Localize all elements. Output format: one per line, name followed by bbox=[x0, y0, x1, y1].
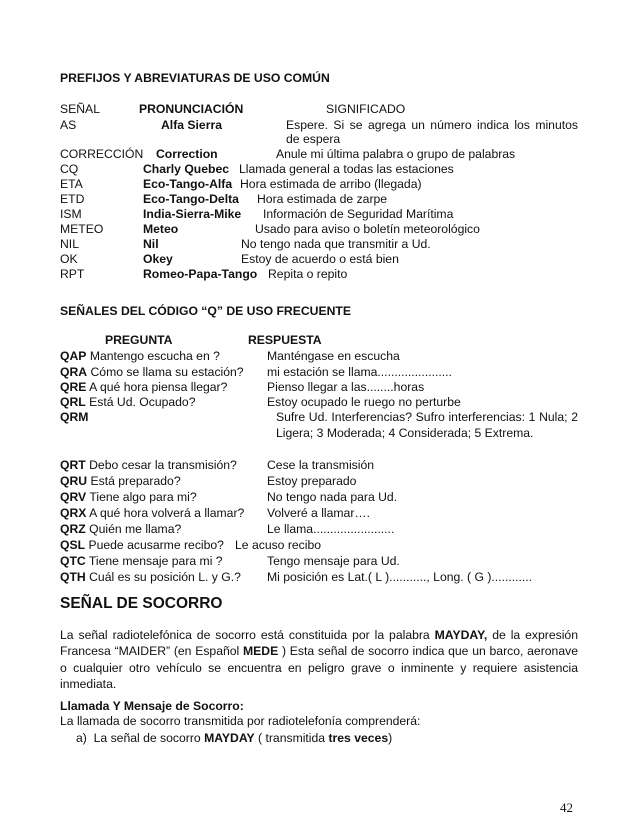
q-row: QRA Cómo se llama su estación? bbox=[60, 365, 244, 379]
abbr-pron: Eco-Tango-Alfa bbox=[143, 177, 233, 191]
abbr-pron: Okey bbox=[143, 252, 173, 266]
distress-paragraph: La señal radiotelefónica de socorro está constituida por la palabra MAYDAY, de la expresión Francesa “MAIDER” (en Español MEDE ) Esta señal de socorro indica que un barco, aeronave o cualquier otro vehículo se encuentra en peligro grave o inminente y requiere asistencia inmediata. bbox=[60, 628, 578, 691]
abbr-meaning: Llamada general a todas las estaciones bbox=[239, 162, 454, 176]
abbr-code: ISM bbox=[60, 207, 82, 221]
abbr-code: NIL bbox=[60, 237, 79, 251]
abbr-pron: Alfa Sierra bbox=[161, 118, 222, 132]
abbr-meaning: Anule mi última palabra o grupo de palabras bbox=[276, 147, 516, 161]
abbr-code: AS bbox=[60, 118, 77, 132]
q-answer: No tengo nada para Ud. bbox=[267, 490, 398, 504]
section-title-prefixes: PREFIJOS Y ABREVIATURAS DE USO COMÚN bbox=[60, 71, 330, 85]
q-row: QRL Está Ud. Ocupado? bbox=[60, 395, 196, 409]
q-answer: Manténgase en escucha bbox=[267, 349, 400, 363]
q-row: QRT Debo cesar la transmisión? bbox=[60, 458, 237, 472]
q-answer: Le acuso recibo bbox=[235, 538, 322, 552]
distress-call-paragraph: La llamada de socorro transmitida por radiotelefonía comprenderá: bbox=[60, 714, 421, 728]
abbr-pron: Correction bbox=[156, 147, 218, 161]
abbr-meaning: Información de Seguridad Marítima bbox=[263, 207, 454, 221]
abbr-meaning: Espere. Si se agrega un número indica los minutos de espera bbox=[286, 118, 578, 146]
q-header-answer: RESPUESTA bbox=[248, 333, 322, 347]
q-answer: Volveré a llamar…. bbox=[267, 506, 370, 520]
q-row: QRX A qué hora volverá a llamar? bbox=[60, 506, 245, 520]
abbr-meaning: Hora estimada de zarpe bbox=[257, 192, 388, 206]
list-item: a) La señal de socorro MAYDAY ( transmitida tres veces) bbox=[76, 731, 393, 745]
q-answer: Sufre Ud. Interferencias? Sufro interferencias: 1 Nula; 2 Ligera; 3 Moderada; 4 Considerada; 5 Extrema. bbox=[276, 410, 578, 440]
q-answer: mi estación se llama...................... bbox=[267, 365, 452, 379]
q-row: QTH Cuál es su posición L. y G.? bbox=[60, 570, 241, 584]
abbr-pron: Charly Quebec bbox=[143, 162, 230, 176]
q-answer: Le llama........................ bbox=[267, 522, 395, 536]
abbr-header-pronunciation: PRONUNCIACIÓN bbox=[139, 102, 244, 116]
distress-subtitle: Llamada Y Mensaje de Socorro: bbox=[60, 699, 244, 713]
q-answer: Tengo mensaje para Ud. bbox=[267, 554, 400, 568]
q-answer: Cese la transmisión bbox=[267, 458, 375, 472]
abbr-header-meaning: SIGNIFICADO bbox=[326, 102, 406, 116]
page-number: 42 bbox=[560, 800, 573, 815]
abbr-pron: Nil bbox=[143, 237, 159, 251]
q-header-question: PREGUNTA bbox=[105, 333, 173, 347]
abbr-code: CQ bbox=[60, 162, 79, 176]
q-row: QRU Está preparado? bbox=[60, 474, 181, 488]
section-title-distress: SEÑAL DE SOCORRO bbox=[60, 595, 223, 612]
abbr-code: OK bbox=[60, 252, 78, 266]
abbr-pron: India-Sierra-Mike bbox=[143, 207, 242, 221]
abbr-header-signal: SEÑAL bbox=[60, 102, 100, 116]
q-row: QAP Mantengo escucha en ? bbox=[60, 349, 220, 363]
q-answer: Mi posición es Lat.( L )..........., Long. ( G )............ bbox=[267, 570, 533, 584]
q-answer: Estoy ocupado le ruego no perturbe bbox=[267, 395, 461, 409]
abbr-pron: Romeo-Papa-Tango bbox=[143, 267, 258, 281]
abbr-code: RPT bbox=[60, 267, 85, 281]
q-row: QSL Puede acusarme recibo? bbox=[60, 538, 224, 552]
q-row: QRE A qué hora piensa llegar? bbox=[60, 380, 228, 394]
abbr-meaning: Repita o repito bbox=[268, 267, 348, 281]
abbr-meaning: Estoy de acuerdo o está bien bbox=[241, 252, 399, 266]
abbr-meaning: Hora estimada de arribo (llegada) bbox=[240, 177, 422, 191]
q-code: QRM bbox=[60, 410, 89, 424]
abbr-pron: Eco-Tango-Delta bbox=[143, 192, 239, 206]
abbr-pron: Meteo bbox=[143, 222, 179, 236]
abbr-code: CORRECCIÓN bbox=[60, 147, 144, 161]
abbr-code: METEO bbox=[60, 222, 104, 236]
abbr-meaning: No tengo nada que transmitir a Ud. bbox=[241, 237, 431, 251]
abbr-code: ETD bbox=[60, 192, 85, 206]
q-answer: Pienso llegar a las........horas bbox=[267, 380, 425, 394]
abbr-meaning: Usado para aviso o boletín meteorológico bbox=[255, 222, 480, 236]
q-row: QRV Tiene algo para mi? bbox=[60, 490, 197, 504]
section-title-q-code: SEÑALES DEL CÓDIGO “Q” DE USO FRECUENTE bbox=[60, 304, 351, 318]
q-answer: Estoy preparado bbox=[267, 474, 357, 488]
q-row: QRZ Quién me llama? bbox=[60, 522, 182, 536]
abbr-code: ETA bbox=[60, 177, 83, 191]
q-row: QTC Tiene mensaje para mi ? bbox=[60, 554, 223, 568]
